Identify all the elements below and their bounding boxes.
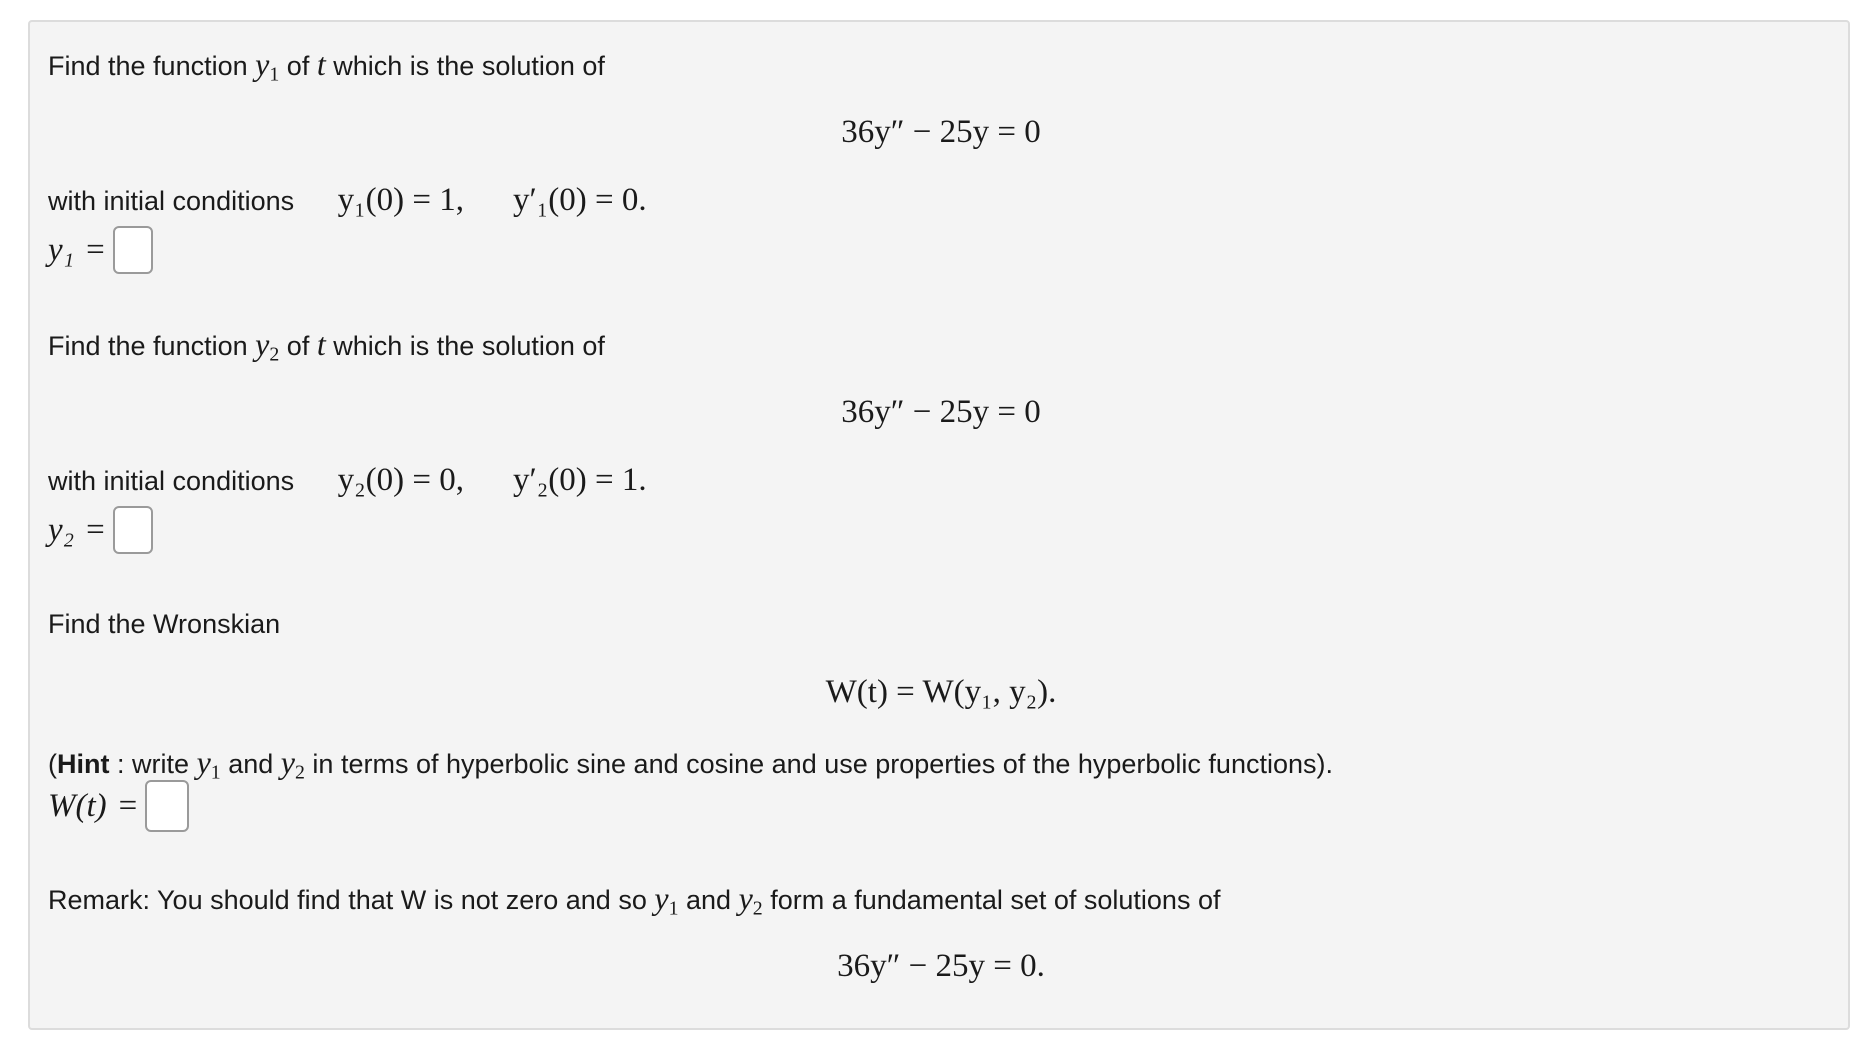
wronskian-answer-input[interactable]: [145, 780, 189, 832]
hint-rest: in terms of hyperbolic sine and cosine and use properties of the hyperbolic functions).: [312, 749, 1333, 779]
problem1-intro-var: $y_1$: [255, 46, 280, 86]
problem2-condition-b: y′₂(0) = 1.: [513, 462, 647, 498]
wronskian-answer-label: W(t): [48, 787, 107, 824]
remark-text: [48, 880, 1220, 918]
problem1-answer-row: [48, 226, 153, 274]
hint-y1: $y_1$: [196, 744, 221, 784]
problem2-answer-label: y₂: [48, 511, 75, 548]
remark-prefix: Remark: You should find that W is not zero and so: [48, 885, 647, 915]
hint-colon: :: [117, 749, 125, 779]
problem2-equation: 36y″ − 25y = 0: [841, 394, 1041, 430]
problem1-answer-equals: =: [86, 231, 105, 268]
remark-equation: 36y″ − 25y = 0.: [837, 948, 1045, 984]
hint-write: write: [132, 749, 190, 779]
hint-y2: $y_2$: [280, 744, 305, 784]
remark-y1: $y_1$: [654, 880, 679, 920]
problem1-condition-a: y₁(0) = 1,: [337, 182, 464, 218]
problem2-condition-a: y₂(0) = 0,: [337, 462, 464, 498]
y2-answer-input[interactable]: [113, 506, 153, 554]
wronskian-answer-equals: =: [118, 787, 138, 824]
y1-answer-input[interactable]: [113, 226, 153, 274]
hint-open-paren: (: [48, 749, 57, 779]
problem2-conditions: [48, 462, 647, 499]
remark-y2: $y_2$: [738, 880, 763, 920]
problem2-intro: [48, 326, 605, 364]
problem1-conditions: [48, 182, 647, 219]
problem1-equation: 36y″ − 25y = 0: [841, 114, 1041, 150]
problem2-intro-prefix: Find the function: [48, 331, 248, 361]
problem2-intro-of: of: [286, 331, 310, 361]
problem1-answer-label: y₁: [48, 231, 75, 268]
problem1-intro-t: t: [316, 46, 326, 82]
problem2-intro-suffix: which is the solution of: [333, 331, 605, 361]
wronskian-hint: [48, 744, 1333, 782]
remark-suffix: form a fundamental set of solutions of: [770, 885, 1221, 915]
problem2-answer-equals: =: [86, 511, 105, 548]
hint-bold-label: Hint: [57, 749, 110, 779]
problem2-intro-var: $y_2$: [255, 326, 280, 366]
problem1-intro-of: of: [286, 51, 310, 81]
problem1-intro-prefix: Find the function: [48, 51, 248, 81]
wronskian-answer-row: [48, 780, 189, 832]
problem2-intro-t: t: [316, 326, 326, 362]
problem2-answer-row: [48, 506, 153, 554]
remark-and: and: [686, 885, 732, 915]
question-panel: [28, 20, 1850, 1030]
problem1-conditions-label: with initial conditions: [48, 186, 295, 216]
problem1-condition-b: y′₁(0) = 0.: [513, 182, 647, 218]
problem1-intro: [48, 46, 605, 84]
problem1-intro-suffix: which is the solution of: [333, 51, 605, 81]
hint-and: and: [228, 749, 274, 779]
wronskian-equation: W(t) = W(y₁, y₂).: [825, 674, 1057, 710]
problem2-conditions-label: with initial conditions: [48, 466, 295, 496]
wronskian-intro: Find the Wronskian: [48, 609, 281, 639]
